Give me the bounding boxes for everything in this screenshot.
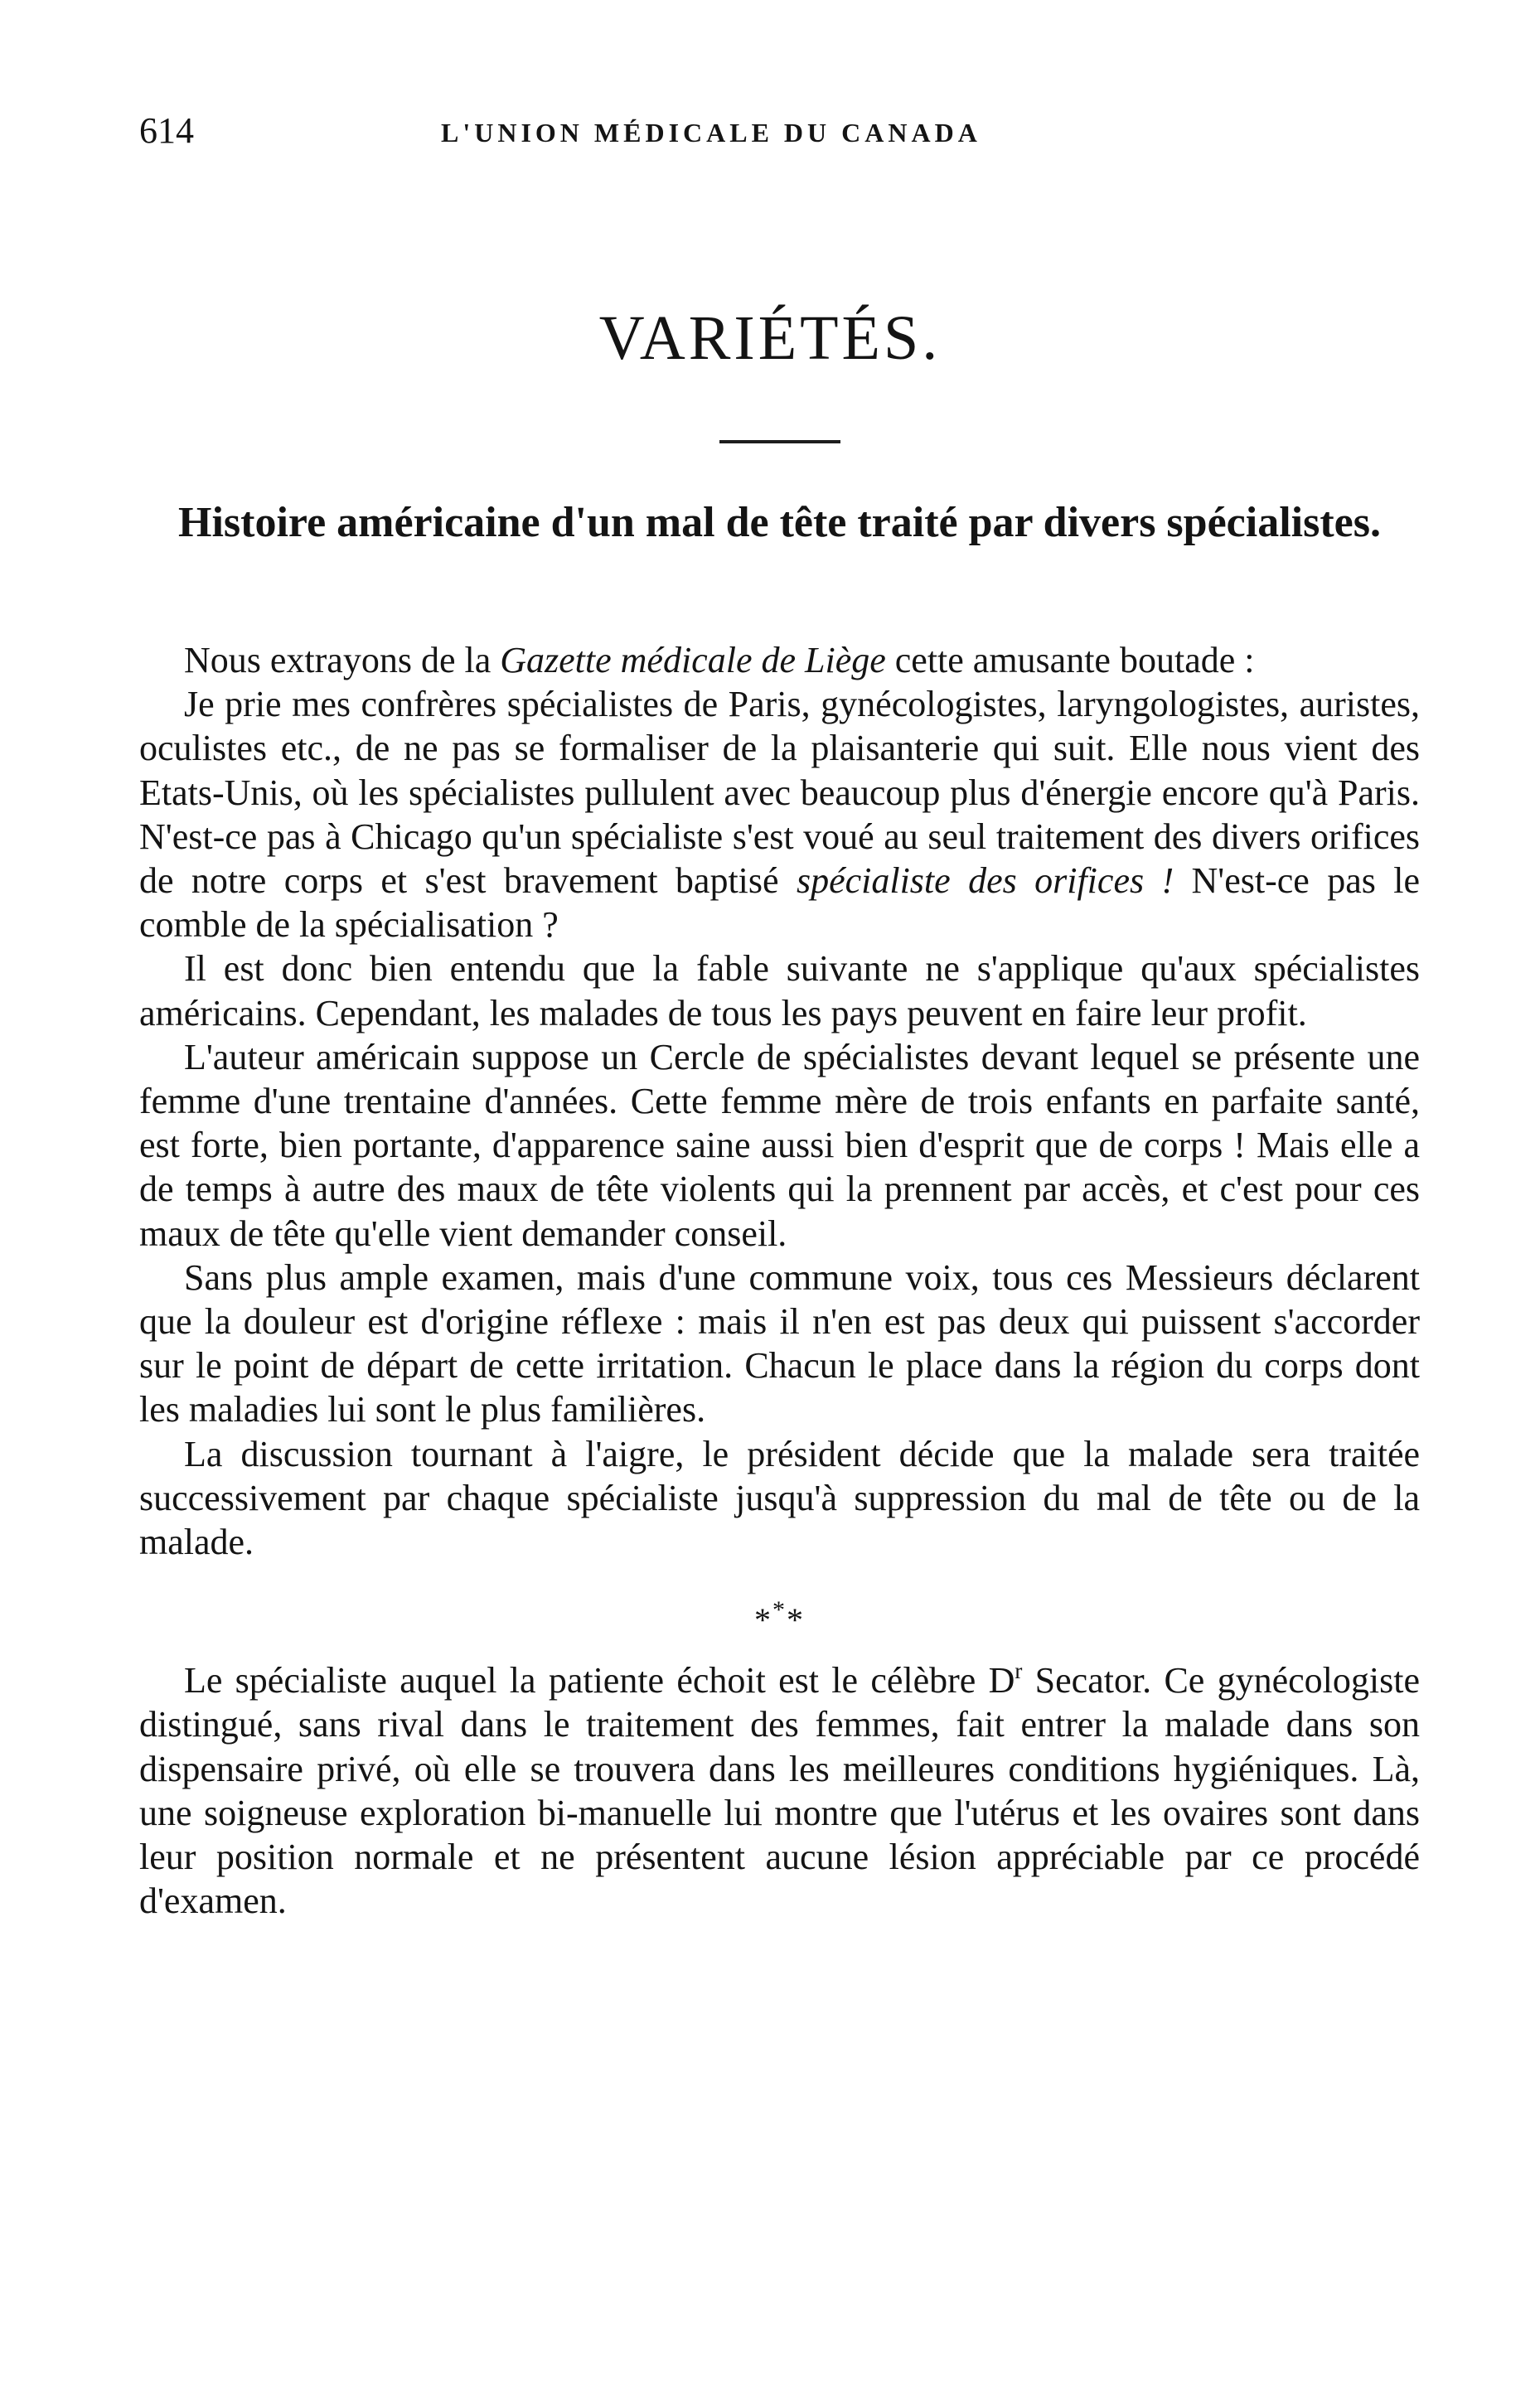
paragraph-1-lead: Nous extrayons de la bbox=[184, 640, 501, 680]
paragraph-1 bbox=[139, 638, 1420, 682]
asterism-left: * bbox=[754, 1601, 772, 1639]
paragraph-2-lead: Je prie mes confrères spécialistes de Paris, gynécologistes, laryngologistes, auristes, oculistes etc., de ne pas se formaliser de la plaisanterie qui suit. Elle nous vient des Etats-Unis, où les spécialistes pullulent avec beaucoup plus d'énergie encore qu'à Paris. N'est-ce pas à Chicago qu'un spécialiste s'est voué au seul traitement des divers orifices de notre corps et s'est bravement baptisé bbox=[139, 684, 1420, 902]
orifice-specialist-title: spécialiste des orifices ! bbox=[796, 860, 1174, 902]
paragraph-3: Il est donc bien entendu que la fable suivante ne s'applique qu'aux spécialistes américains. Cependant, les malades de tous les pays peuvent en faire leur profit. bbox=[139, 948, 1420, 1033]
paragraph-7-lead: Le spécialiste auquel la patiente échoit est le célèbre D bbox=[184, 1660, 1015, 1701]
journal-title: L'UNION MÉDICALE DU CANADA bbox=[441, 118, 981, 148]
paragraph-2 bbox=[139, 682, 1420, 946]
paragraph-1-tail: cette amusante boutade : bbox=[885, 640, 1255, 680]
page-number: 614 bbox=[139, 110, 194, 151]
title-rule bbox=[719, 440, 840, 443]
paragraph-5: Sans plus ample examen, mais d'une commune voix, tous ces Messieurs déclarent que la douleur est d'origine réflexe : mais il n'en est pas deux qui puissent s'accorder sur le point de départ de cette irritation. Chacun le place dans la région du corps dont les maladies lui sont le plus familières. bbox=[139, 1256, 1420, 1430]
paragraph-7 bbox=[139, 1658, 1420, 1923]
asterism-separator bbox=[139, 1579, 1420, 1652]
asterism-top: * bbox=[772, 1596, 787, 1624]
section-title: VARIÉTÉS. bbox=[598, 303, 942, 373]
doctor-abbrev-superscript: r bbox=[1015, 1658, 1023, 1684]
paragraph-2-tail: N'est-ce pas le comble de la spécialisation ? bbox=[139, 860, 1420, 946]
asterism-right: * bbox=[787, 1601, 805, 1639]
source-journal-title: Gazette médicale de Liège bbox=[500, 640, 886, 680]
paragraph-4: L'auteur américain suppose un Cercle de spécialistes devant lequel se présente une femme d'une trentaine d'années. Cette femme mère de trois enfants en parfaite santé, est forte, bien portante, d'apparence saine aussi bien d'esprit que de corps ! Mais elle a de temps à autre des maux de tête violents qui la prennent par accès, et c'est pour ces maux de tête qu'elle vient demander conseil. bbox=[139, 1036, 1420, 1254]
paragraph-7-tail: Secator. Ce gynécologiste distingué, sans rival dans le traitement des femmes, fait entrer la malade dans son dispensaire privé, où elle se trouvera dans les meilleures conditions hygiéniques. Là, une soigneuse exploration bi-manuelle lui montre que l'utérus et les ovaires sont dans leur position normale et ne présentent aucune lésion appréciable par ce procédé d'examen. bbox=[139, 1660, 1420, 1922]
article-body bbox=[139, 638, 1420, 1923]
paragraph-6: La discussion tournant à l'aigre, le président décide que la malade sera traitée successivement par chaque spécialiste jusqu'à suppression du mal de tête ou de la malade. bbox=[139, 1433, 1420, 1563]
article-title: Histoire américaine d'un mal de tête traité par divers spécialistes. bbox=[178, 499, 1381, 546]
running-header bbox=[139, 106, 1420, 156]
